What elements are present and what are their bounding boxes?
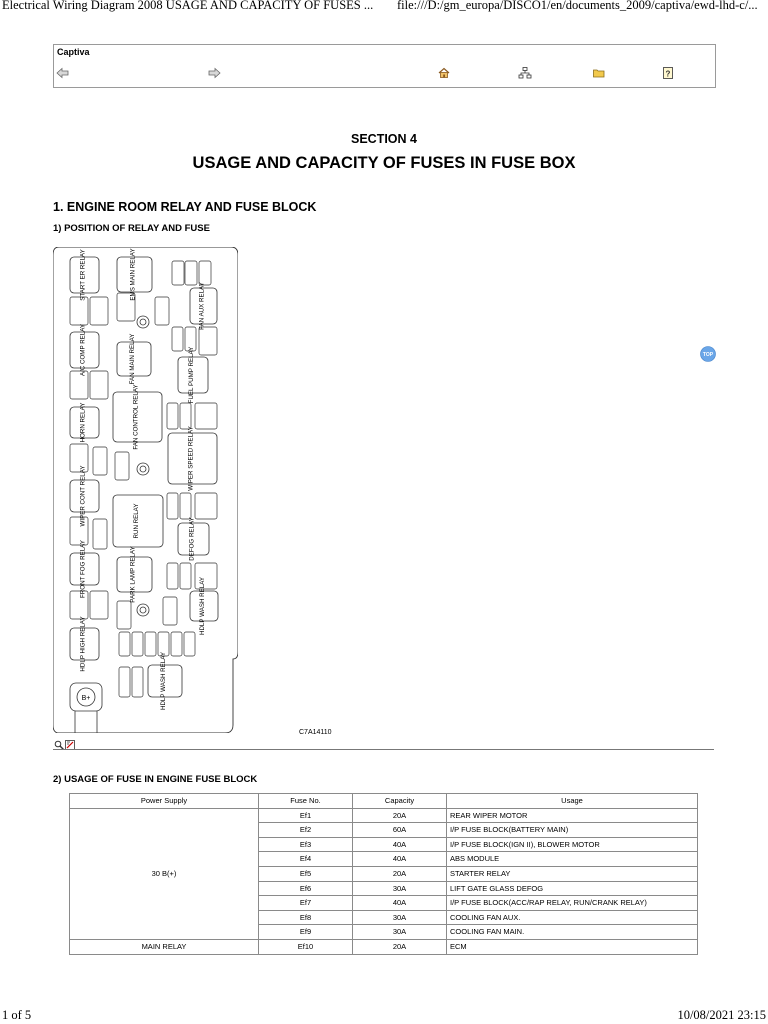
table-header-row <box>70 794 698 809</box>
heading-position: 1) POSITION OF RELAY AND FUSE <box>53 223 210 234</box>
fuse-block-diagram <box>53 247 238 733</box>
column-header: Capacity <box>353 794 447 809</box>
svg-text:HDLP WASH RELAY <box>199 577 206 635</box>
svg-text:PARK LAMP RELAY <box>130 546 137 602</box>
help-icon[interactable] <box>661 66 675 80</box>
column-header: Power Supply <box>70 794 259 809</box>
svg-text:WIPER SPEED RELAY <box>188 426 195 491</box>
svg-text:A/C COMP RELAY <box>80 324 87 376</box>
back-to-top-icon[interactable] <box>700 346 716 362</box>
relay-label: FRONT FOG RELAY <box>79 540 87 598</box>
fuse-capacity: 40A <box>353 837 447 852</box>
power-supply-cell: MAIN RELAY <box>70 939 259 954</box>
fuse-capacity: 30A <box>353 910 447 925</box>
folder-icon[interactable] <box>592 66 606 80</box>
fuse-usage: ECM <box>447 939 698 954</box>
fuse-number: Ef4 <box>259 852 353 867</box>
fuse-capacity: 40A <box>353 896 447 911</box>
fuse-capacity: 30A <box>353 881 447 896</box>
svg-text:FAN AUX RELAY <box>199 282 206 330</box>
relay-label: WIPER CONT RELAY <box>79 465 87 527</box>
table-row <box>70 808 698 823</box>
fuse-usage-table <box>69 793 698 955</box>
svg-text:FRONT FOG RELAY <box>80 540 87 598</box>
fuse-number: Ef2 <box>259 823 353 838</box>
print-image-icon[interactable] <box>65 737 75 747</box>
print-header-title: Electrical Wiring Diagram 2008 USAGE AND CAPACITY OF FUSES ... <box>2 0 374 12</box>
fuse-capacity: 20A <box>353 866 447 881</box>
print-header <box>0 0 768 14</box>
svg-text:RUN RELAY <box>133 504 140 539</box>
fuse-usage: REAR WIPER MOTOR <box>447 808 698 823</box>
relay-label: RUN RELAY <box>133 503 140 539</box>
relay-label: A/C COMP RELAY <box>79 323 87 377</box>
relay-label: HORN RELAY <box>79 402 87 443</box>
fuse-capacity: 60A <box>353 823 447 838</box>
image-tools <box>54 737 76 747</box>
column-header: Fuse No. <box>259 794 353 809</box>
relay-label: START ER RELAY <box>79 249 87 301</box>
svg-text:START ER RELAY <box>80 249 87 300</box>
fuse-number: Ef6 <box>259 881 353 896</box>
relay-label: PARK LAMP RELAY <box>129 546 137 603</box>
svg-text:WIPER CONT RELAY <box>80 466 87 527</box>
fuse-usage: ABS MODULE <box>447 852 698 867</box>
sitemap-icon[interactable] <box>518 66 532 80</box>
fuse-capacity: 20A <box>353 939 447 954</box>
relay-label: EMS MAIN RELAY <box>129 248 137 301</box>
forward-arrow-icon[interactable] <box>207 66 221 80</box>
fuse-capacity: 20A <box>353 808 447 823</box>
relay-label: DEFOG RELAY <box>188 517 196 561</box>
print-datetime: 10/08/2021 23:15 <box>677 1008 766 1022</box>
fuse-number: Ef8 <box>259 910 353 925</box>
back-arrow-icon[interactable] <box>56 66 70 80</box>
zoom-icon[interactable] <box>54 737 64 747</box>
figure-code: C7A14110 <box>299 729 332 736</box>
relay-label: FAN CONTROL RELAY <box>132 384 140 450</box>
svg-text:HORN RELAY <box>80 403 87 443</box>
relay-label: HDLP WASH RELAY <box>160 652 167 710</box>
column-header: Usage <box>447 794 698 809</box>
svg-text:FUEL PUMP RELAY <box>188 347 195 404</box>
fuse-capacity: 30A <box>353 925 447 940</box>
fuse-capacity: 40A <box>353 852 447 867</box>
relay-label: FAN AUX RELAY <box>198 282 206 330</box>
page-title: USAGE AND CAPACITY OF FUSES IN FUSE BOX <box>192 154 576 172</box>
heading-engine-room: 1. ENGINE ROOM RELAY AND FUSE BLOCK <box>53 200 317 214</box>
print-footer <box>0 1008 768 1024</box>
divider <box>53 749 714 750</box>
relay-label: FAN MAIN RELAY <box>129 333 136 385</box>
relay-label: WIPER SPEED RELAY <box>187 426 195 491</box>
fuse-usage: I/P FUSE BLOCK(ACC/RAP RELAY, RUN/CRANK RELAY) <box>447 896 698 911</box>
fuse-number: Ef9 <box>259 925 353 940</box>
home-icon[interactable] <box>437 66 451 80</box>
power-supply-cell: 30 B(+) <box>70 808 259 939</box>
table-row <box>70 939 698 954</box>
relay-label: FUEL PUMP RELAY <box>188 346 195 404</box>
fuse-number: Ef5 <box>259 866 353 881</box>
svg-text:?: ? <box>665 69 671 79</box>
fuse-usage: COOLING FAN AUX. <box>447 910 698 925</box>
relay-label: HDLP WASH RELAY <box>199 577 206 635</box>
svg-text:TOP: TOP <box>702 352 714 358</box>
svg-text:HDLP WASH RELAY <box>160 652 167 710</box>
navbar-title: Captiva <box>57 47 90 57</box>
heading-fuse-usage: 2) USAGE OF FUSE IN ENGINE FUSE BLOCK <box>53 774 258 785</box>
battery-terminal-label: B+ <box>81 695 91 702</box>
svg-text:DEFOG RELAY <box>189 517 196 561</box>
fuse-number: Ef7 <box>259 896 353 911</box>
fuse-usage: STARTER RELAY <box>447 866 698 881</box>
fuse-number: Ef1 <box>259 808 353 823</box>
relay-label: HDLP HIGH RELAY <box>79 616 87 672</box>
print-header-url: file:///D:/gm_europa/DISCO1/en/documents_2009/captiva/ewd-lhd-c/... <box>397 0 758 12</box>
svg-text:FAN CONTROL RELAY <box>133 384 140 449</box>
section-number: SECTION 4 <box>351 132 417 146</box>
fuse-usage: I/P FUSE BLOCK(BATTERY MAIN) <box>447 823 698 838</box>
svg-text:HDLP HIGH RELAY <box>80 616 87 671</box>
fuse-number: Ef10 <box>259 939 353 954</box>
fuse-usage: LIFT GATE GLASS DEFOG <box>447 881 698 896</box>
svg-text:EMS MAIN RELAY <box>130 248 137 300</box>
fuse-usage: COOLING FAN MAIN. <box>447 925 698 940</box>
fuse-number: Ef3 <box>259 837 353 852</box>
svg-text:FAN MAIN RELAY <box>129 334 136 385</box>
navigation-bar <box>53 44 716 88</box>
page-count: 1 of 5 <box>2 1008 32 1022</box>
fuse-usage: I/P FUSE BLOCK(IGN II), BLOWER MOTOR <box>447 837 698 852</box>
